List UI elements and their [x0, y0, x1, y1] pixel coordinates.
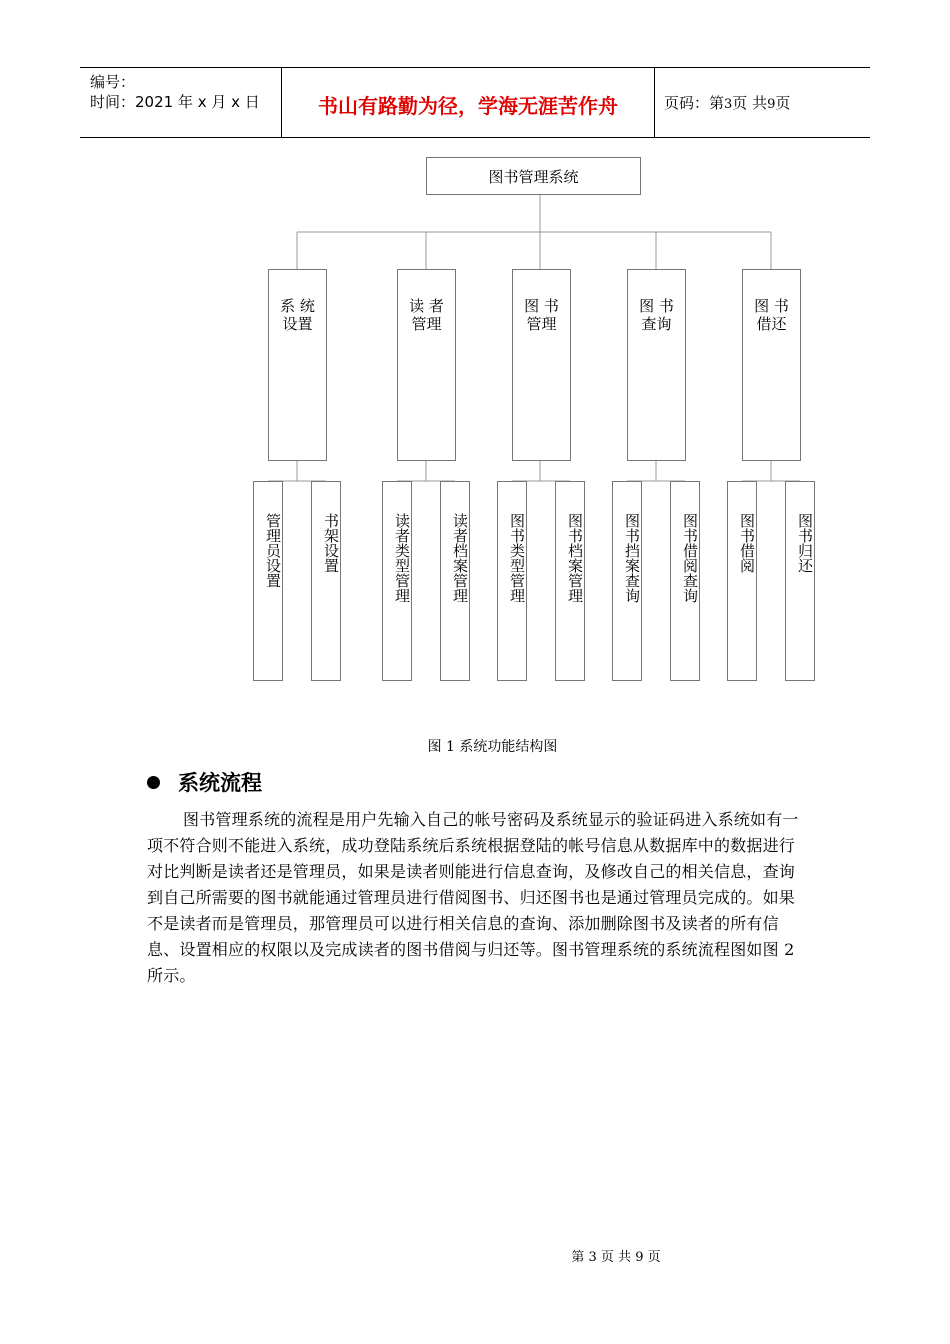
module-book-query — [627, 269, 686, 461]
diagram-root-node: 图书管理系统 — [426, 157, 641, 195]
leaf-label: 管理员设置 — [264, 513, 282, 588]
figure-caption: 图 1 系统功能结构图 — [427, 739, 558, 755]
module-reader-management — [397, 269, 456, 461]
module-label-line: 图 书 — [754, 297, 789, 315]
page-suffix: 页 — [775, 94, 791, 112]
leaf-label: 图书挡案查询 — [623, 513, 641, 603]
module-label-line: 图 书 — [524, 297, 559, 315]
header-time-label: 时间：2021 年 x 月 x 日 — [90, 93, 260, 111]
leaf-book-type — [497, 481, 527, 681]
body-paragraph: 图书管理系统的流程是用户先输入自己的帐号密码及系统显示的验证码进入系统如有一项不符合则不能进入系统，成功登陆系统后系统根据登陆的帐号信息从数据库中的数据进行对比判断是读者还是管理员，如果是读者则能进行信息查询，及修改自己的相关信息，查询到自己所需要的图书就能通过管理员进行借阅图书、归还图书也是通过管理员完成的。如果不是读者而是管理员，那管理员可以进行相关信息的查询、添加删除图书及读者的所有信息、设置相应的权限以及完成读者的图书借阅与归还等。图书管理系统的系统流程图如图 2 所示。 — [147, 810, 799, 985]
module-label-line: 设置 — [282, 315, 313, 333]
leaf-reader-archive — [440, 481, 470, 681]
section-title: 系统流程 — [178, 771, 262, 795]
module-book-borrow-return — [742, 269, 801, 461]
leaf-borrow-query — [670, 481, 700, 681]
bullet-icon — [147, 776, 160, 789]
module-label-line: 管理 — [526, 315, 557, 333]
leaf-book-archive — [555, 481, 585, 681]
page-total: 9 — [767, 97, 776, 112]
section-heading — [147, 767, 262, 797]
module-label-line: 系 统 — [280, 297, 315, 315]
page-mid: 页 共 — [732, 94, 768, 112]
page-footer: 第 3 页 共 9 页 — [571, 1250, 661, 1265]
leaf-label: 图书借阅 — [738, 513, 756, 573]
page-current: 3 — [724, 97, 733, 112]
leaf-book-borrow — [727, 481, 757, 681]
module-label-line: 查询 — [641, 315, 672, 333]
module-system-settings — [268, 269, 327, 461]
module-book-management — [512, 269, 571, 461]
leaf-admin-settings — [253, 481, 283, 681]
leaf-label: 书架设置 — [322, 513, 340, 573]
page-prefix: 页码：第 — [664, 94, 725, 112]
leaf-label: 图书档案管理 — [566, 513, 584, 603]
leaf-shelf-settings — [311, 481, 341, 681]
leaf-reader-type — [382, 481, 412, 681]
module-label-line: 图 书 — [639, 297, 674, 315]
leaf-book-return — [785, 481, 815, 681]
header-number-label: 编号： — [90, 73, 136, 91]
header-motto: 书山有路勤为径，学海无涯苦作舟 — [318, 94, 618, 118]
leaf-label: 图书借阅查询 — [681, 513, 699, 603]
module-label-line: 读 者 — [409, 297, 444, 315]
leaf-label: 读者档案管理 — [451, 513, 469, 603]
module-label-line: 借还 — [756, 315, 787, 333]
leaf-label: 图书类型管理 — [508, 513, 526, 603]
leaf-book-archive-query — [612, 481, 642, 681]
module-label-line: 管理 — [411, 315, 442, 333]
leaf-label: 图书归还 — [796, 513, 814, 573]
leaf-label: 读者类型管理 — [393, 513, 411, 603]
